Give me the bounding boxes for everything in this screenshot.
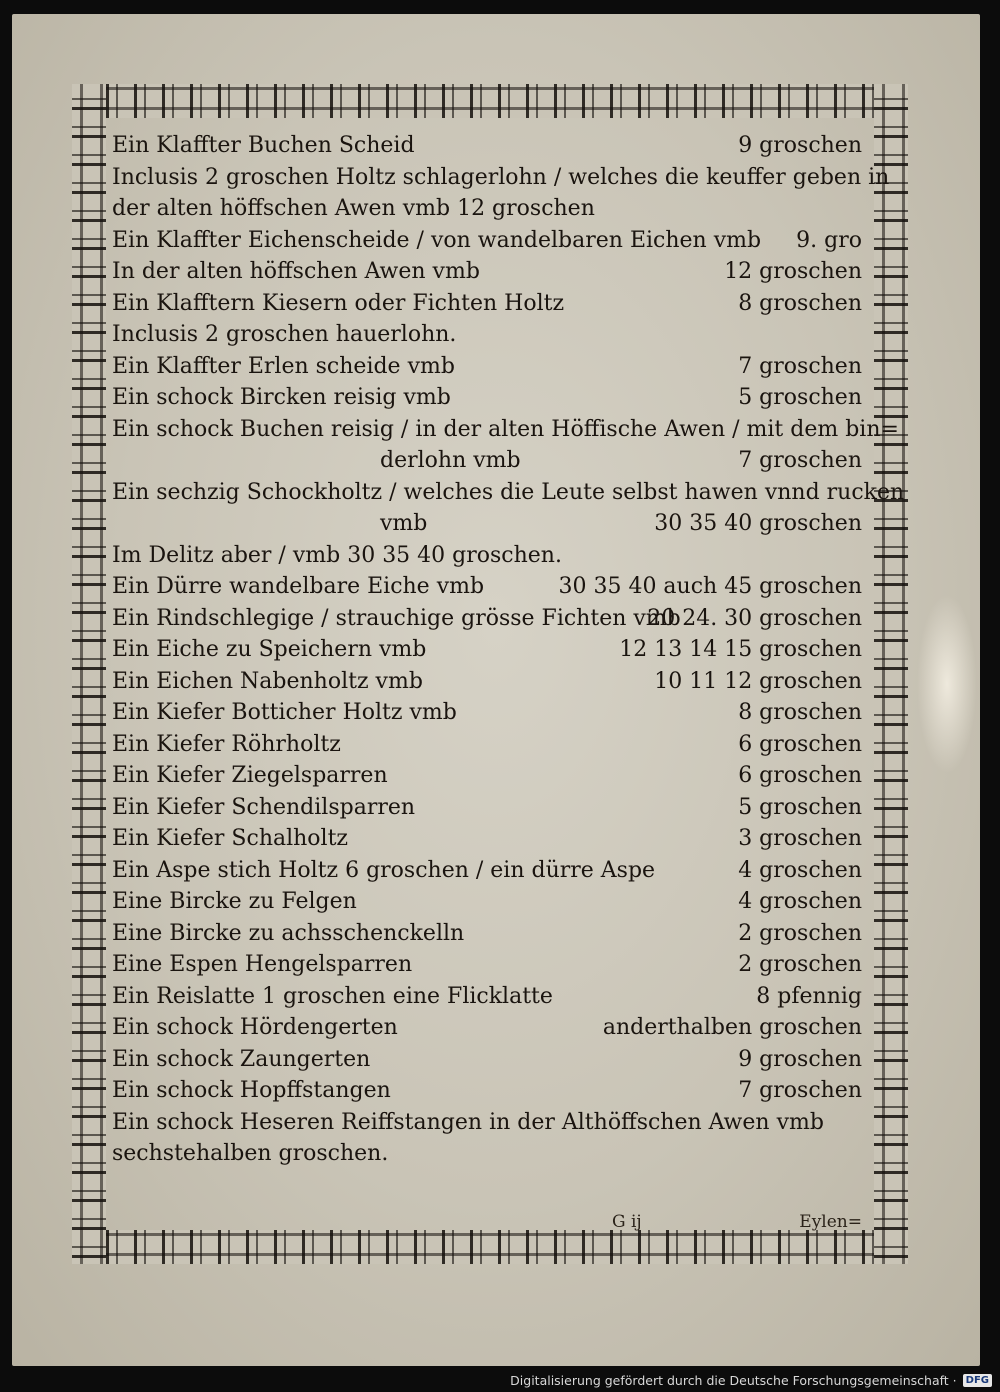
entry-item-text: Eine Espen Hengelsparren <box>112 952 413 977</box>
entry-item-text: vmb <box>380 511 428 536</box>
entry-item-text: sechstehalben groschen. <box>112 1141 389 1166</box>
ornament-top-band <box>72 84 908 118</box>
price-entry <box>112 477 905 509</box>
price-entry <box>112 729 862 761</box>
price-entry <box>112 666 862 698</box>
entry-price: 20 24. 30 groschen <box>647 605 862 631</box>
entry-item-text: Eine Bircke zu achsschenckelln <box>112 920 465 946</box>
entry-item-text: In der alten höffschen Awen vmb <box>112 259 480 284</box>
price-entry <box>112 193 862 225</box>
entry-price: 2 groschen <box>738 952 862 977</box>
price-entry <box>112 760 862 792</box>
entry-price: 7 groschen <box>738 353 862 379</box>
price-list <box>112 130 905 1170</box>
entry-item-text: Ein schock Bircken reisig vmb <box>112 385 451 410</box>
entry-item-text: Ein schock Hördengerten <box>112 1015 398 1040</box>
entry-price: 5 groschen <box>738 385 862 410</box>
entry-item-text: Ein Eiche zu Speichern vmb <box>112 637 427 662</box>
price-entry <box>112 981 862 1013</box>
price-entry <box>112 1044 862 1076</box>
entry-price: 3 groschen <box>738 826 862 851</box>
price-entry <box>112 918 862 950</box>
price-entry <box>112 225 862 257</box>
price-entry <box>112 697 862 729</box>
price-entry <box>112 634 862 666</box>
entry-item-text: Ein Klafftern Kiesern oder Fichten Holtz <box>112 290 565 316</box>
entry-item-text: Ein Kiefer Röhrholtz <box>112 731 341 757</box>
entry-item-text: Im Delitz aber / vmb 30 35 40 groschen. <box>112 542 562 568</box>
price-entry <box>112 319 862 351</box>
entry-price: 6 groschen <box>738 763 862 788</box>
price-entry <box>112 351 862 383</box>
price-entry <box>112 288 862 320</box>
entry-item-text: Ein sechzig Schockholtz / welches die Leute selbst hawen vnnd rucken <box>112 479 905 505</box>
signature-mark: G ij <box>612 1212 642 1232</box>
ornament-bottom-band <box>72 1230 908 1264</box>
entry-item-text: Ein Reislatte 1 groschen eine Flicklatte <box>112 983 553 1009</box>
entry-price: 2 groschen <box>738 920 862 946</box>
price-entry <box>112 603 862 635</box>
entry-price: 30 35 40 auch 45 groschen <box>558 574 862 599</box>
price-entry <box>112 540 862 572</box>
price-entry <box>112 949 862 981</box>
entry-item-text: Ein Kiefer Schendilsparren <box>112 794 416 820</box>
entry-price: 12 13 14 15 groschen <box>619 637 862 662</box>
dfg-logo-icon: DFG <box>963 1374 992 1387</box>
price-entry <box>112 445 862 477</box>
entry-price: 4 groschen <box>738 857 862 883</box>
entry-item-text: Ein Kiefer Botticher Holtz vmb <box>112 700 457 725</box>
entry-price: 4 groschen <box>738 889 862 914</box>
entry-price: 6 groschen <box>738 731 862 757</box>
price-entry <box>112 382 862 414</box>
entry-item-text: Ein schock Buchen reisig / in der alten Höffische Awen / mit dem bin= <box>112 416 899 442</box>
catchword: Eylen= <box>799 1212 862 1232</box>
price-entry <box>112 130 862 162</box>
price-entry <box>112 886 862 918</box>
entry-price: 9 groschen <box>738 133 862 158</box>
entry-price: 7 groschen <box>738 1078 862 1103</box>
price-entry <box>112 1107 862 1139</box>
paper-stain <box>917 594 977 774</box>
entry-price: 8 pfennig <box>756 983 862 1009</box>
footer-text: Digitalisierung gefördert durch die Deutsche Forschungsgemeinschaft · <box>510 1373 957 1388</box>
entry-item-text: Ein Klaffter Eichenscheide / von wandelbaren Eichen vmb <box>112 227 762 253</box>
entry-price: 12 groschen <box>724 259 862 284</box>
entry-price: 7 groschen <box>738 448 862 473</box>
price-entry <box>112 162 890 194</box>
entry-price: 10 11 12 groschen <box>654 668 862 694</box>
entry-price: 8 groschen <box>738 290 862 316</box>
entry-item-text: Ein Aspe stich Holtz 6 groschen / ein dürre Aspe <box>112 857 656 883</box>
ornament-right-band <box>874 84 908 1264</box>
entry-item-text: Ein Kiefer Ziegelsparren <box>112 763 388 788</box>
entry-price: anderthalben groschen <box>602 1015 862 1040</box>
price-entry <box>112 414 899 446</box>
entry-item-text: Ein Kiefer Schalholtz <box>112 826 349 851</box>
price-entry <box>112 571 862 603</box>
entry-price: 9. gro <box>796 227 862 253</box>
entry-item-text: der alten höffschen Awen vmb 12 groschen <box>112 196 595 221</box>
entry-price: 8 groschen <box>738 700 862 725</box>
digitization-footer <box>510 1373 992 1388</box>
entry-item-text: Ein schock Hopffstangen <box>112 1078 391 1103</box>
ornament-left-band <box>72 84 106 1264</box>
price-entry <box>112 792 862 824</box>
entry-item-text: Ein schock Heseren Reiffstangen in der Althöffschen Awen vmb <box>112 1109 824 1135</box>
price-entry <box>112 256 862 288</box>
entry-item-text: Ein Klaffter Erlen scheide vmb <box>112 353 455 379</box>
entry-price: 30 35 40 groschen <box>654 511 862 536</box>
price-entry <box>112 1138 862 1170</box>
price-entry <box>112 1012 862 1044</box>
entry-price: 9 groschen <box>738 1046 862 1072</box>
book-page <box>12 14 980 1366</box>
price-entry <box>112 855 862 887</box>
price-entry <box>112 823 862 855</box>
entry-item-text: Ein schock Zaungerten <box>112 1046 371 1072</box>
price-entry <box>112 1075 862 1107</box>
entry-price: 5 groschen <box>738 794 862 820</box>
entry-item-text: Ein Rindschlegige / strauchige grösse Fichten vmb <box>112 605 681 631</box>
entry-item-text: Eine Bircke zu Felgen <box>112 889 357 914</box>
entry-item-text: derlohn vmb <box>380 448 521 473</box>
entry-item-text: Ein Eichen Nabenholtz vmb <box>112 668 423 694</box>
price-entry <box>112 508 862 540</box>
entry-item-text: Ein Dürre wandelbare Eiche vmb <box>112 574 485 599</box>
entry-item-text: Ein Klaffter Buchen Scheid <box>112 133 415 158</box>
entry-item-text: Inclusis 2 groschen Holtz schlagerlohn / welches die keuffer geben in <box>112 164 890 190</box>
entry-item-text: Inclusis 2 groschen hauerlohn. <box>112 322 457 347</box>
